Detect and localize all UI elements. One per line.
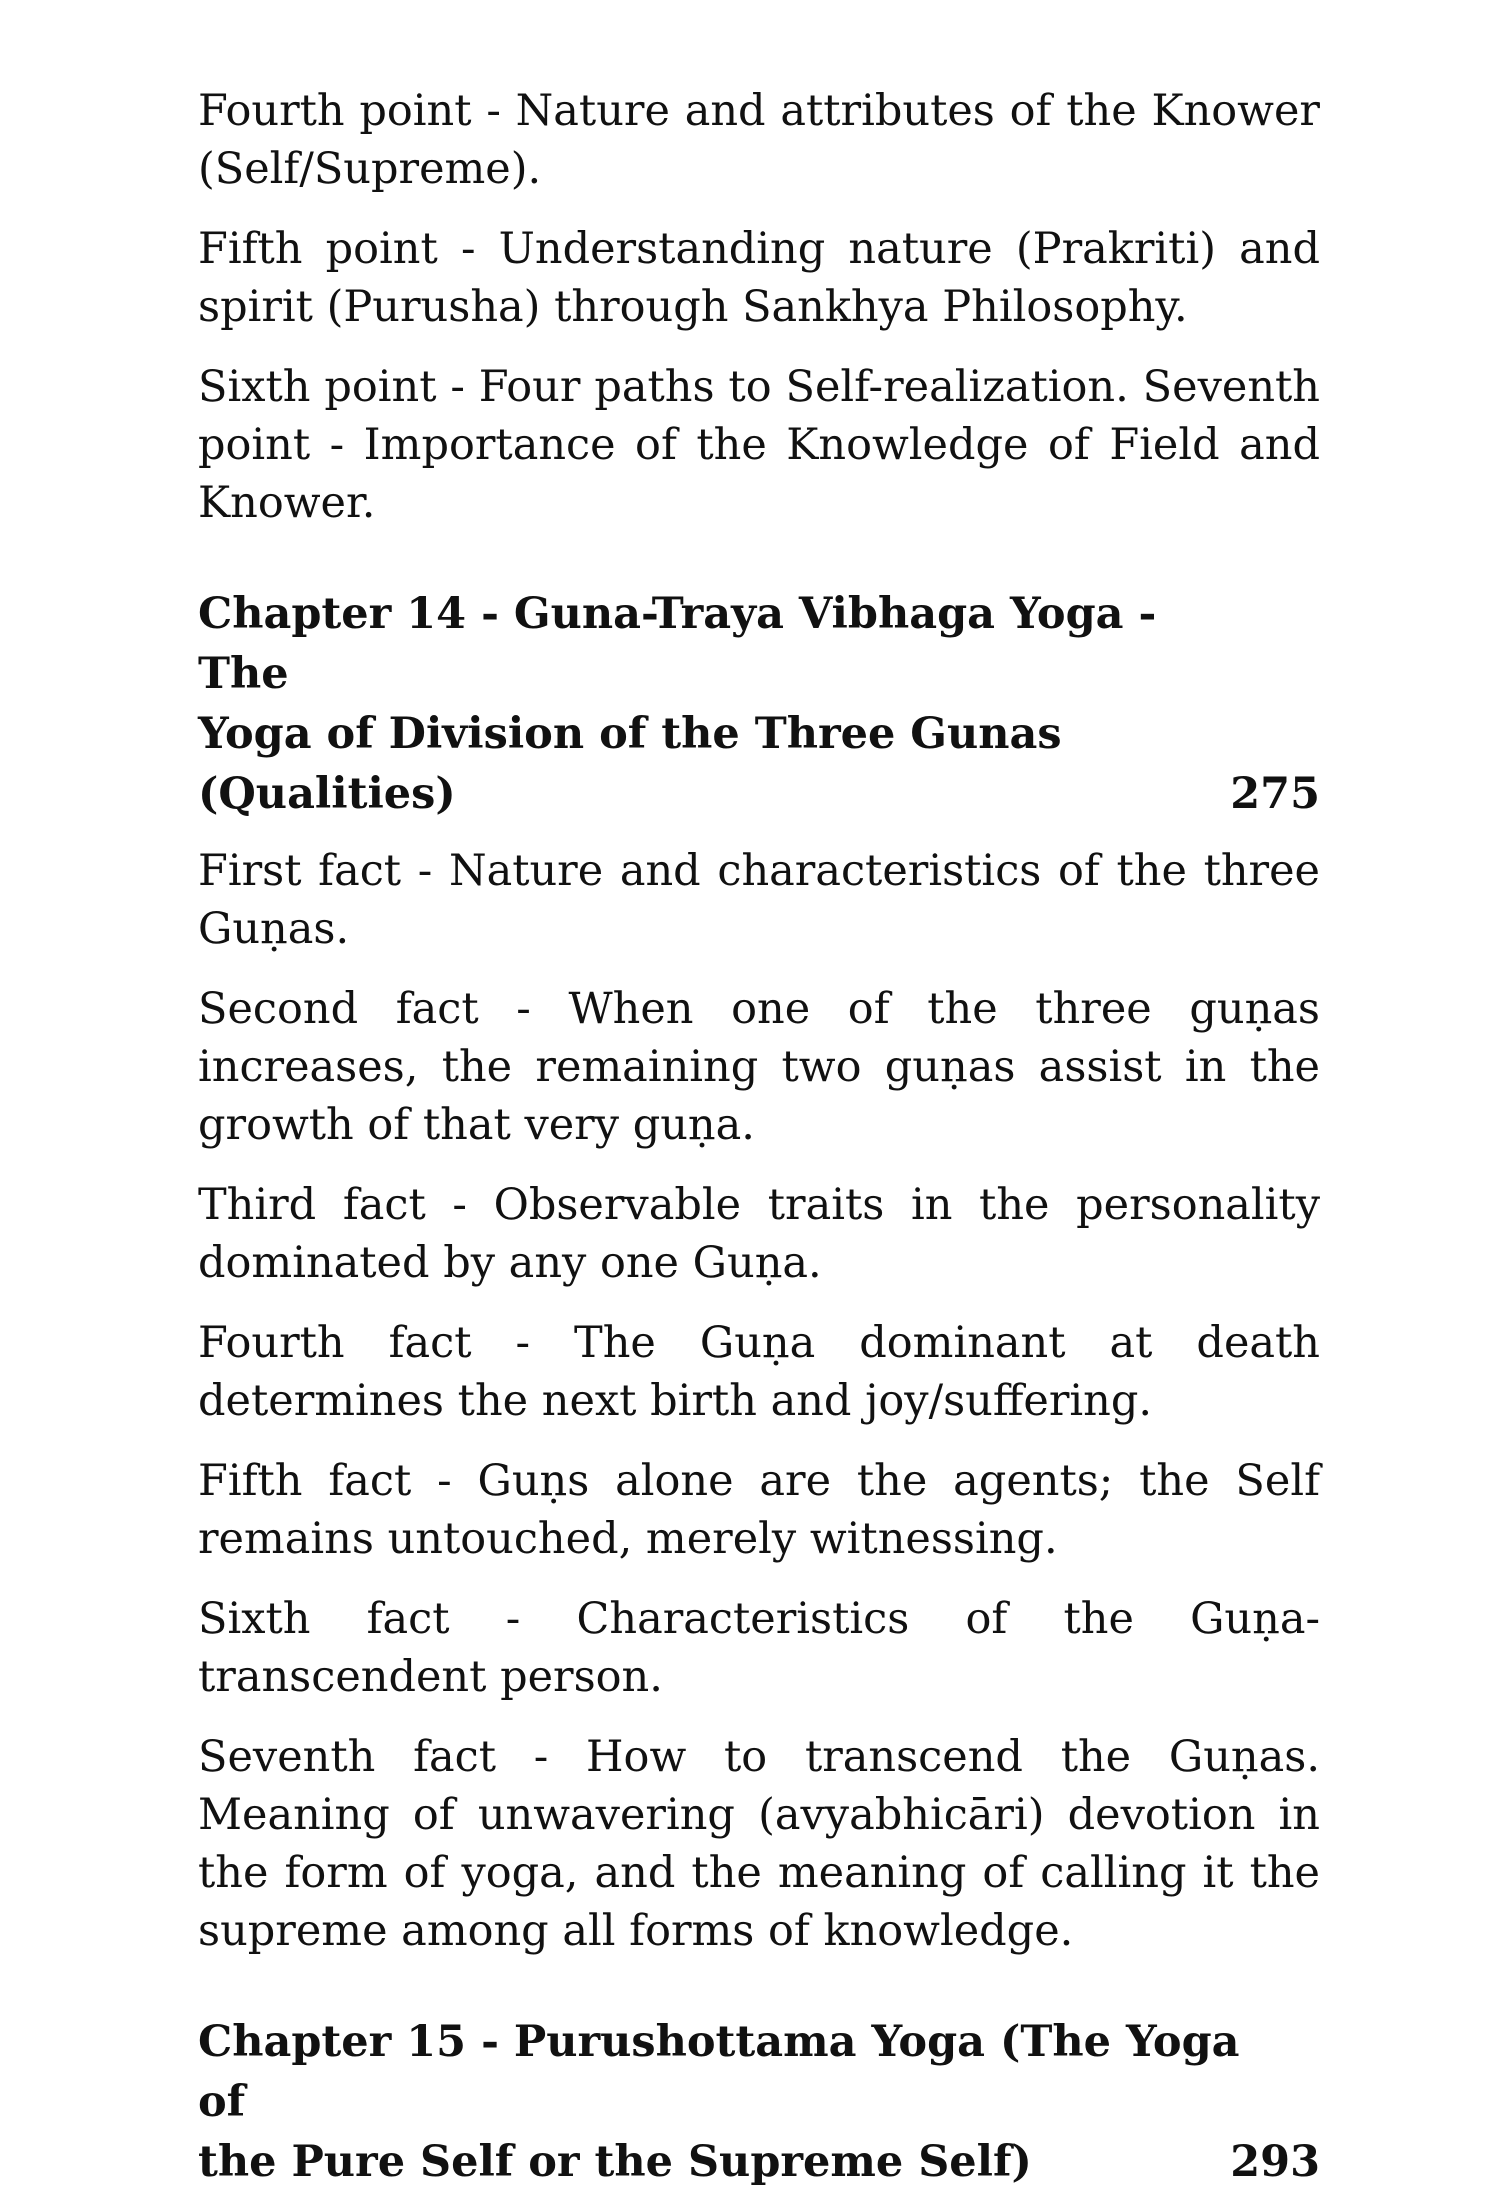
chapter-14-fact-6: Sixth fact - Characteristics of the Guṇa-transcendent person.	[198, 1594, 1320, 1702]
chapter-14-title-line2-row	[198, 704, 1320, 824]
sixth-seventh-point: Sixth point - Four paths to Self-realization. Seventh point - Importance of the Knowledge of Field and Knower.	[198, 362, 1320, 528]
chapter-15-page-number: 293	[1230, 2137, 1320, 2187]
chapter-14-fact-5: Fifth fact - Guṇs alone are the agents; the Self remains untouched, merely witnessing.	[198, 1456, 1320, 1564]
chapter-15-title-line2-row	[198, 2132, 1320, 2192]
chapter-14-page-number: 275	[1230, 769, 1320, 819]
chapter-14-fact-2: Second fact - When one of the three guṇas increases, the remaining two guṇas assist in the growth of that very guṇa.	[198, 984, 1320, 1150]
chapter-14-fact-7: Seventh fact - How to transcend the Guṇas. Meaning of unwavering (avyabhicāri) devotion in the form of yoga, and the meaning of calling it the supreme among all forms of knowledge.	[198, 1732, 1320, 1956]
chapter-14-title-line2: Yoga of Division of the Three Gunas (Qualities)	[198, 709, 1062, 819]
chapter-14-fact-1: First fact - Nature and characteristics of the three Guṇas.	[198, 846, 1320, 954]
fifth-point: Fifth point - Understanding nature (Prakriti) and spirit (Purusha) through Sankhya Philosophy.	[198, 224, 1320, 332]
fourth-point: Fourth point - Nature and attributes of the Knower (Self/Supreme).	[198, 86, 1320, 194]
chapter-15-heading	[198, 2012, 1320, 2192]
chapter-14-title-line1: Chapter 14 - Guna-Traya Vibhaga Yoga - The	[198, 589, 1157, 699]
chapter-15-title-line2: the Pure Self or the Supreme Self)	[198, 2137, 1032, 2187]
chapter-14-fact-3: Third fact - Observable traits in the personality dominated by any one Guṇa.	[198, 1180, 1320, 1288]
chapter-15-title-line1: Chapter 15 - Purushottama Yoga (The Yoga of	[198, 2017, 1240, 2127]
chapter-14-fact-4: Fourth fact - The Guṇa dominant at death determines the next birth and joy/suffering.	[198, 1318, 1320, 1426]
chapter-14-heading	[198, 584, 1320, 824]
page-content	[198, 82, 1320, 2210]
